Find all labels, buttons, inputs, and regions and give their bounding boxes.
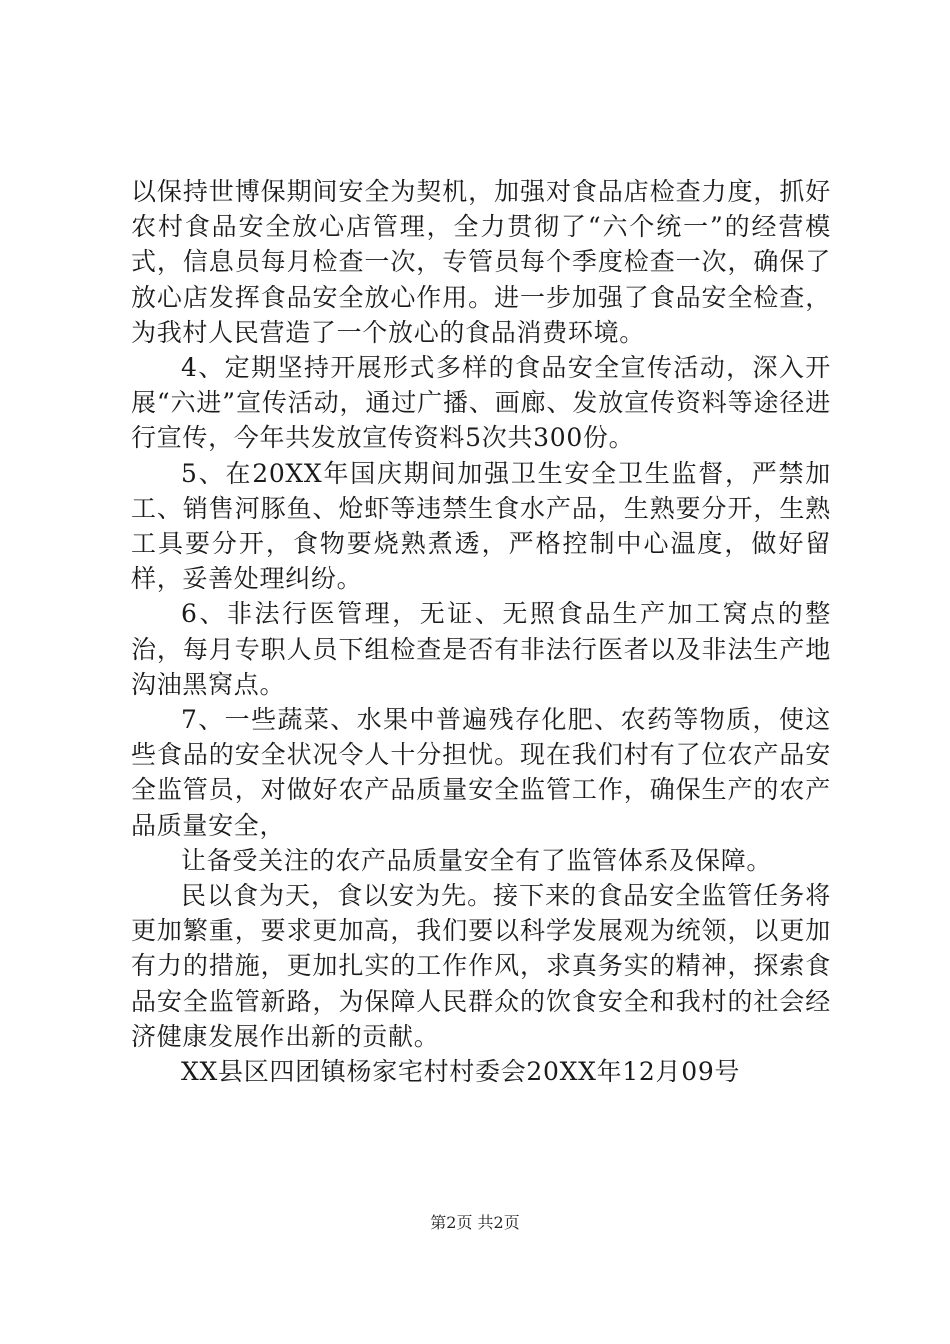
paragraph-continuation: 以保持世博保期间安全为契机，加强对食品店检查力度，抓好农村食品安全放心店管理，全力贯彻了“六个统一”的经营模式，信息员每月检查一次，专管员每个季度检查一次，确保了放心店发挥食品安全放心作用。进一步加强了食品安全检查，为我村人民营造了一个放心的食品消费环境。: [131, 177, 831, 347]
paragraph-supervision: 让备受关注的农产品质量安全有了监管体系及保障。: [181, 845, 773, 875]
page-number-footer: 第2页 共2页: [430, 1213, 520, 1232]
paragraph-item-4: 4、定期坚持开展形式多样的食品安全宣传活动，深入开展“六进”宣传活动，通过广播、画廊、发放宣传资料等途径进行宣传，今年共发放宣传资料5次共300份。: [131, 353, 831, 453]
document-body: [131, 174, 831, 1089]
paragraph-item-5: 5、在20XX年国庆期间加强卫生安全卫生监督，严禁加工、销售河豚鱼、炝虾等违禁生食水产品，生熟要分开，生熟工具要分开，食物要烧熟煮透，严格控制中心温度，做好留样，妥善处理纠纷。: [131, 458, 831, 594]
signature-line: XX县区四团镇杨家宅村村委会20XX年12月09号: [181, 1057, 741, 1087]
paragraph-conclusion: 民以食为天，食以安为先。接下来的食品安全监管任务将更加繁重，要求更加高，我们要以科学发展观为统领，以更加有力的措施，更加扎实的工作作风，求真务实的精神，探索食品安全监管新路，为保障人民群众的饮食安全和我村的社会经济健康发展作出新的贡献。: [131, 881, 831, 1051]
paragraph-item-7: 7、一些蔬菜、水果中普遍残存化肥、农药等物质，使这些食品的安全状况令人十分担忧。现在我们村有了位农产品安全监管员，对做好农产品质量安全监管工作，确保生产的农产品质量安全，: [131, 705, 831, 840]
paragraph-item-6: 6、非法行医管理，无证、无照食品生产加工窝点的整治，每月专职人员下组检查是否有非法行医者以及非法生产地沟油黑窝点。: [131, 599, 831, 699]
